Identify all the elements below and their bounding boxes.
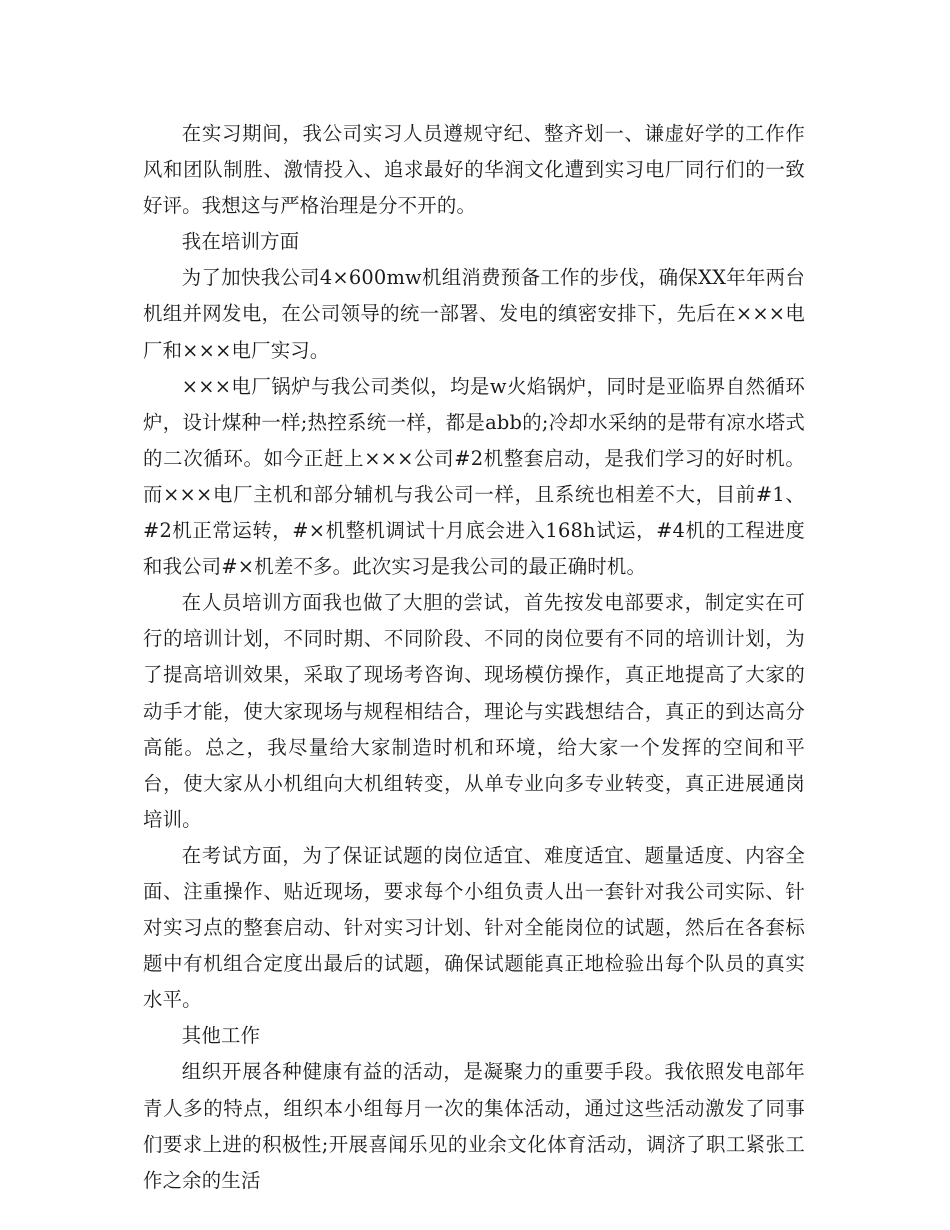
paragraph-exams: 在考试方面，为了保证试题的岗位适宜、难度适宜、题量适度、内容全面、注重操作、贴近现场，要求每个小组负责人出一套针对我公司实际、针对实习点的整套启动、针对实习计划、针对全能岗位的试题，然后在各套标题中有机组合定度出最后的试题，确保试题能真正地检验出每个队员的真实水平。 (143, 843, 805, 1012)
paragraph-staff-training: 在人员培训方面我也做了大胆的尝试，首先按发电部要求，制定实在可行的培训计划，不同时期、不同阶段、不同的岗位要有不同的培训计划，为了提高培训效果，采取了现场考咨询、现场模仿操作，真正地提高了大家的动手才能，使大家现场与规程相结合，理论与实践想结合，真正的到达高分高能。总之，我尽量给大家制造时机和环境，给大家一个发挥的空间和平台，使大家从小机组向大机组转变，从单专业向多专业转变，真正进展通岗培训。 (143, 591, 805, 831)
section-heading-training: 我在培训方面 (181, 230, 300, 254)
section-heading-other-work: 其他工作 (181, 1024, 261, 1048)
paragraph-activities: 组织开展各种健康有益的活动，是凝聚力的重要手段。我依照发电部年青人多的特点，组织本小组每月一次的集体活动，通过这些活动激发了同事们要求上进的积极性;开展喜闻乐见的业余文化体育活动，调济了职工紧张工作之余的生活 (143, 1060, 805, 1192)
paragraph-plant-comparison: ×××电厂锅炉与我公司类似，均是w火焰锅炉，同时是亚临界自然循环炉，设计煤种一样;热控系统一样，都是abb的;冷却水采纳的是带有凉水塔式的二次循环。如今正赶上×××公司#2机整套启动，是我们学习的好时机。而×××电厂主机和部分辅机与我公司一样，且系统也相差不大，目前#1、#2机正常运转，#×机整机调试十月底会进入168h试运，#4机的工程进度和我公司#×机差不多。此次实习是我公司的最正确时机。 (143, 374, 805, 579)
document-body (143, 116, 805, 1199)
paragraph-training-plan: 为了加快我公司4×600mw机组消费预备工作的步伐，确保XX年年两台机组并网发电，在公司领导的统一部署、发电的缜密安排下，先后在×××电厂和×××电厂实习。 (143, 266, 805, 362)
paragraph-internship-conduct: 在实习期间，我公司实习人员遵规守纪、整齐划一、谦虚好学的工作作风和团队制胜、激情投入、追求最好的华润文化遭到实习电厂同行们的一致好评。我想这与严格治理是分不开的。 (143, 122, 805, 218)
